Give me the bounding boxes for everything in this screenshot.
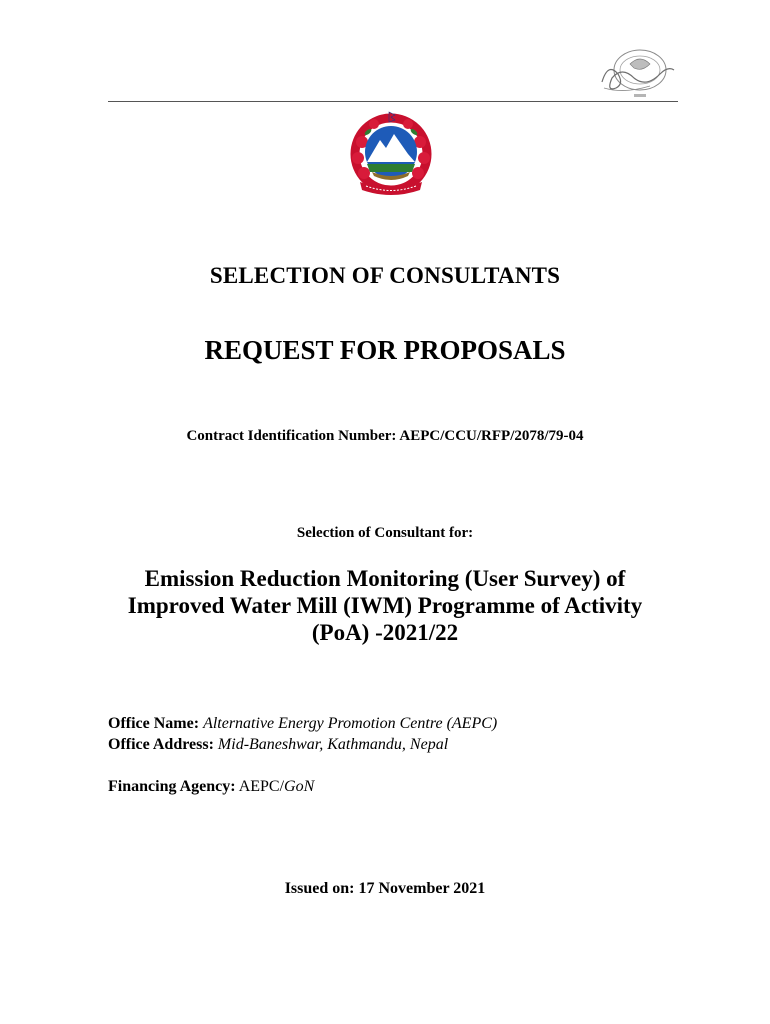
header-rule: [108, 101, 678, 102]
financing-agency-value: AEPC/: [238, 778, 285, 795]
office-address-label: Office Address:: [108, 736, 214, 753]
document-title-rfp: REQUEST FOR PROPOSALS: [204, 335, 566, 365]
office-name-value: Alternative Energy Promotion Centre (AEPC): [203, 715, 498, 732]
financing-agency-value-italic: GoN: [284, 778, 315, 795]
issued-label: Issued on:: [284, 880, 355, 897]
contract-number: AEPC/CCU/RFP/2078/79-04: [399, 428, 584, 444]
office-address-line: [108, 734, 448, 755]
office-name-line: [108, 713, 497, 734]
issued-date: [0, 880, 770, 898]
financing-agency-line: [108, 776, 314, 797]
assignment-title-line: Improved Water Mill (IWM) Programme of Activity: [127, 593, 643, 618]
office-name-label: Office Name:: [108, 715, 200, 732]
assignment-title-line: Emission Reduction Monitoring (User Survey) of: [144, 566, 626, 591]
nepal-coat-of-arms-icon: [348, 110, 434, 196]
contract-label: Contract Identification Number:: [186, 428, 397, 444]
signature-stamp-icon: [594, 44, 678, 102]
assignment-title-line: (PoA) -2021/22: [311, 620, 459, 645]
issued-value: 17 November 2021: [358, 880, 486, 897]
financing-agency-label: Financing Agency:: [108, 778, 236, 795]
contract-identification: [0, 428, 770, 445]
assignment-intro: Selection of Consultant for:: [296, 525, 474, 541]
document-title-selection: SELECTION OF CONSULTANTS: [209, 263, 561, 288]
office-address-value: Mid-Baneshwar, Kathmandu, Nepal: [217, 736, 449, 753]
assignment-title: [0, 565, 770, 646]
